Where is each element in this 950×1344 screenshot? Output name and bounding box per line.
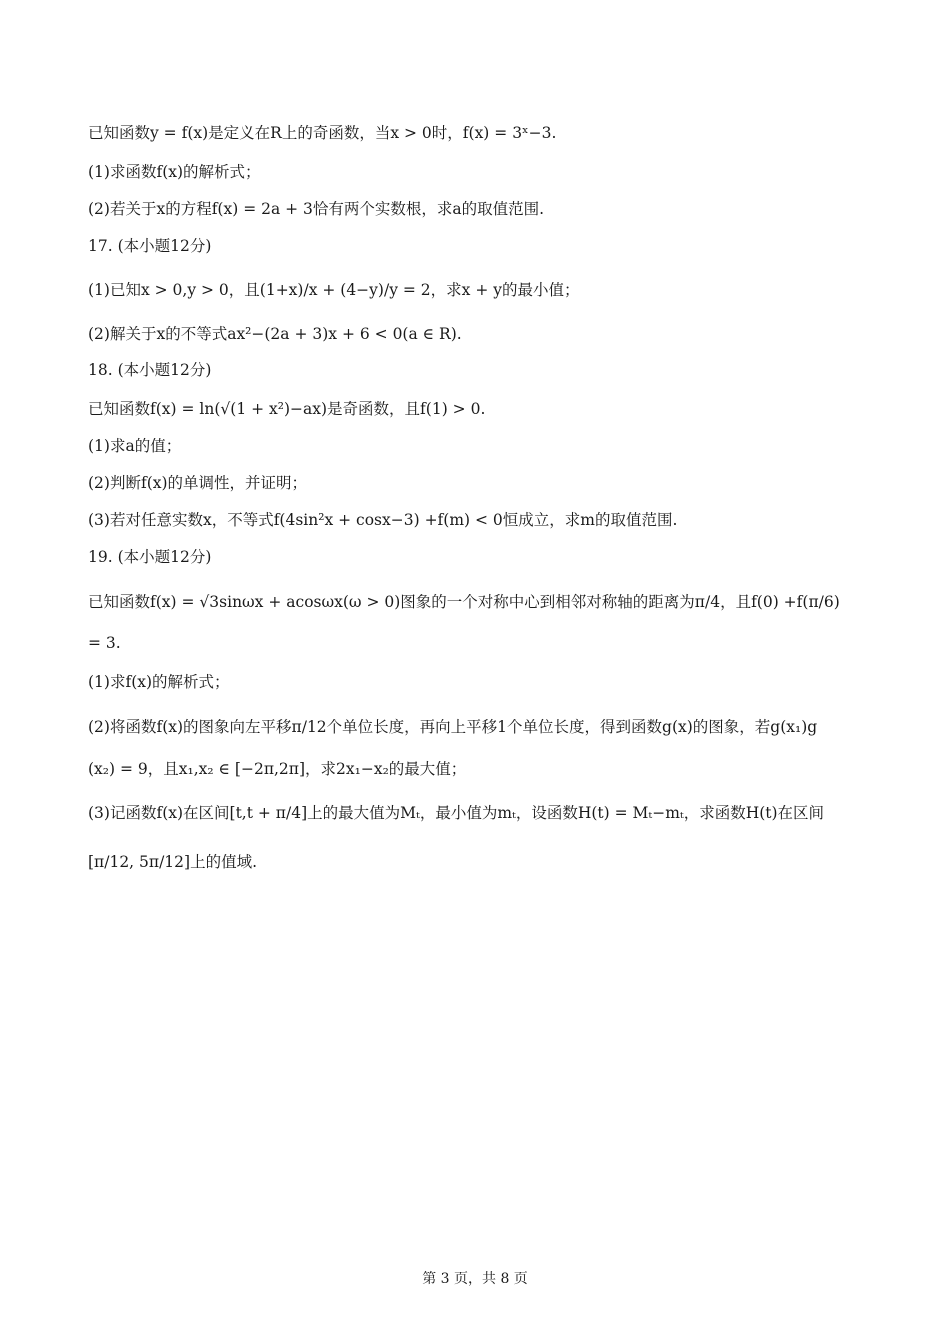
page-number-footer: 第 3 页，共 8 页	[422, 1271, 528, 1287]
problem-19-part-3: (3)记函数f(x)在区间[t,t + π/4]上的最大值为Mₜ，最小值为mₜ，设函数H(t) = Mₜ−mₜ，求函数H(t)在区间	[88, 804, 825, 822]
problem-17-heading: 17. (本小题12分)	[88, 237, 212, 255]
problem-18-part-1: (1)求a的值；	[88, 437, 182, 455]
problem-18-part-3: (3)若对任意实数x，不等式f(4sin²x + cosx−3) +f(m) < 0恒成立，求m的取值范围.	[88, 511, 678, 529]
problem-19-stem: 已知函数f(x) = √3sinωx + acosωx(ω > 0)图象的一个对称中心到相邻对称轴的距离为π/4，且f(0) +f(π/6)	[88, 593, 840, 611]
problem-17-part-1: (1)已知x > 0,y > 0，且(1+x)/x + (4−y)/y = 2，求x + y的最小值；	[88, 281, 580, 299]
problem-16-stem: 已知函数y = f(x)是定义在R上的奇函数，当x > 0时，f(x) = 3ˣ−3.	[88, 124, 557, 142]
problem-19-part-1: (1)求f(x)的解析式；	[88, 673, 230, 691]
problem-19-part-3-cont: [π/12, 5π/12]上的值域.	[88, 853, 258, 871]
problem-19-part-2: (2)将函数f(x)的图象向左平移π/12个单位长度，再向上平移1个单位长度，得到函数g(x)的图象，若g(x₁)g	[88, 718, 818, 736]
problem-16-part-1: (1)求函数f(x)的解析式；	[88, 163, 261, 181]
problem-18-part-2: (2)判断f(x)的单调性，并证明；	[88, 474, 308, 492]
problem-18-heading: 18. (本小题12分)	[88, 361, 212, 379]
problem-19-part-2-cont: (x₂) = 9，且x₁,x₂ ∈ [−2π,2π]，求2x₁−x₂的最大值；	[88, 760, 467, 778]
problem-19-heading: 19. (本小题12分)	[88, 548, 212, 566]
problem-17-part-2: (2)解关于x的不等式ax²−(2a + 3)x + 6 < 0(a ∈ R).	[88, 325, 462, 343]
problem-18-stem: 已知函数f(x) = ln(√(1 + x²)−ax)是奇函数，且f(1) > 0.	[88, 400, 486, 418]
problem-19-stem-cont: = 3.	[88, 634, 121, 652]
problem-16-part-2: (2)若关于x的方程f(x) = 2a + 3恰有两个实数根，求a的取值范围.	[88, 200, 545, 218]
